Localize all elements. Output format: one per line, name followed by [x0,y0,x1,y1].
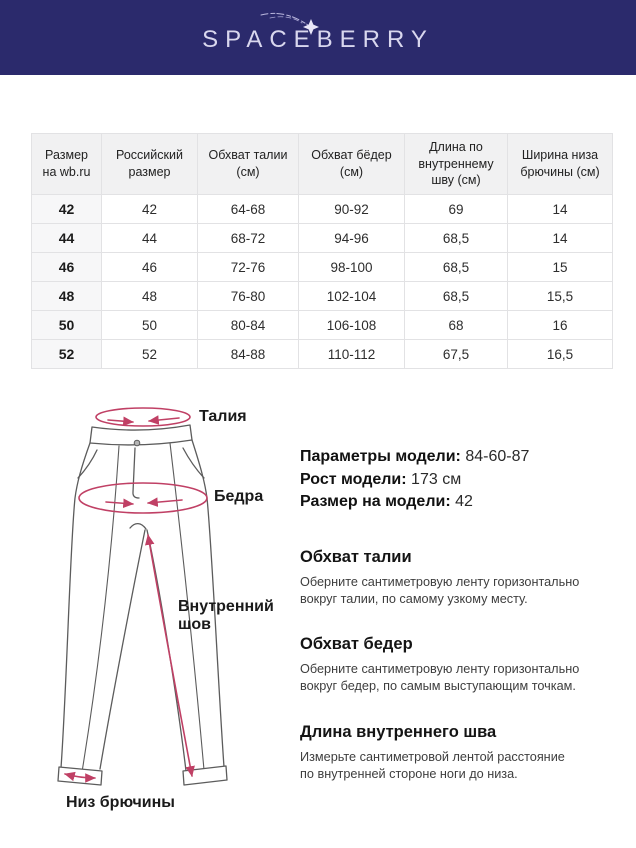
cell-wb-size: 42 [32,195,102,224]
table-row [32,340,613,369]
hips-label: Бедра [214,488,264,505]
column-header-wb-size: Размер на wb.ru [32,134,102,195]
guide-section-inseam [300,723,618,784]
cell-inseam: 68,5 [405,224,508,253]
column-header-waist: Обхват талии (см) [198,134,299,195]
model-height-value: 173 см [411,470,462,488]
guide-text-inseam: Измерьте сантиметровой лентой расстояние по внутренней стороне ноги до низа. [300,749,565,781]
cell-wb-size: 52 [32,340,102,369]
cell-hips: 106-108 [299,311,405,340]
model-params-value: 84-60-87 [465,448,530,465]
cell-hips: 102-104 [299,282,405,311]
cell-ru-size: 44 [102,224,198,253]
column-header-ru-size: Российский размер [102,134,198,195]
table-row [32,224,613,253]
cell-hem-width: 15 [508,253,613,282]
cell-hem-width: 14 [508,224,613,253]
cell-ru-size: 46 [102,253,198,282]
model-height-label: Рост модели: [300,470,407,488]
waist-label: Талия [199,408,247,425]
model-params-line [300,446,618,469]
model-size-label: Размер на модели: [300,493,451,510]
guide-title-inseam: Длина внутреннего шва [300,722,497,741]
info-column [300,446,618,783]
cell-inseam: 67,5 [405,340,508,369]
cell-waist: 64-68 [198,195,299,224]
cell-waist: 76-80 [198,282,299,311]
guide-section-hips [300,635,618,696]
guide-title-hips: Обхват бедер [300,635,413,654]
cell-hips: 98-100 [299,253,405,282]
cell-waist: 72-76 [198,253,299,282]
cell-hips: 94-96 [299,224,405,253]
table-row [32,195,613,224]
cell-wb-size: 44 [32,224,102,253]
model-params-label: Параметры модели: [300,448,461,465]
cell-ru-size: 52 [102,340,198,369]
column-header-inseam: Длина по внутреннему шву (см) [405,134,508,195]
cell-hem-width: 16,5 [508,340,613,369]
cell-wb-size: 50 [32,311,102,340]
column-header-hips: Обхват бёдер (см) [299,134,405,195]
cell-hem-width: 16 [508,311,613,340]
guide-text-waist: Оберните сантиметровую ленту горизонтально вокруг талии, по самому узкому месту. [300,574,580,606]
size-table [31,133,613,369]
cell-ru-size: 48 [102,282,198,311]
cell-waist: 84-88 [198,340,299,369]
cell-inseam: 68 [405,311,508,340]
cell-waist: 80-84 [198,311,299,340]
brand-header-bar [0,0,636,75]
table-row [32,282,613,311]
cell-hips: 110-112 [299,340,405,369]
cell-wb-size: 46 [32,253,102,282]
model-size-line [300,491,618,514]
cell-inseam: 69 [405,195,508,224]
guide-text-hips: Оберните сантиметровую ленту горизонтально вокруг бедер, по самым выступающим точкам. [300,662,580,694]
size-table-header-row [32,134,613,195]
cell-hem-width: 14 [508,195,613,224]
guide-section-waist [300,548,618,609]
table-row [32,311,613,340]
guide-title-waist: Обхват талии [300,547,412,566]
inseam-label: Внутренний шов [178,598,274,633]
column-header-hem-width: Ширина низа брючины (см) [508,134,613,195]
model-size-value: 42 [455,493,473,510]
cell-wb-size: 48 [32,282,102,311]
cell-hips: 90-92 [299,195,405,224]
table-row [32,253,613,282]
cell-ru-size: 50 [102,311,198,340]
cell-waist: 68-72 [198,224,299,253]
cell-inseam: 68,5 [405,253,508,282]
brand-logo: SPACEBERRY [202,26,434,53]
cell-inseam: 68,5 [405,282,508,311]
cell-hem-width: 15,5 [508,282,613,311]
model-height-line [300,469,618,492]
hem-label: Низ брючины [66,794,175,811]
cell-ru-size: 42 [102,195,198,224]
